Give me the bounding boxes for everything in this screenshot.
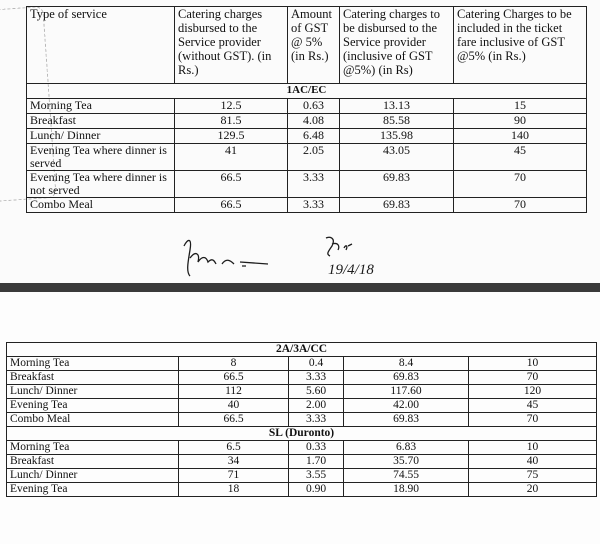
- service-name-cell: Breakfast: [27, 114, 175, 129]
- charge-cell-fare: 75: [469, 469, 597, 483]
- table-row: [27, 99, 587, 114]
- charge-cell-incl: 117.60: [344, 385, 469, 399]
- charge-cell-fare: 120: [469, 385, 597, 399]
- service-name-cell: Evening Tea where dinner is not served: [27, 171, 175, 198]
- charge-cell-base: 18: [179, 483, 289, 497]
- page-divider: [0, 283, 600, 292]
- charge-cell-gst: 2.00: [289, 399, 344, 413]
- charge-cell-incl: 35.70: [344, 455, 469, 469]
- charge-cell-base: 12.5: [175, 99, 288, 114]
- charge-cell-base: 8: [179, 357, 289, 371]
- charge-cell-gst: 0.63: [288, 99, 340, 114]
- header-ticket-fare-charges: Catering Charges to be included in the ticket fare inclusive of GST @5% (in Rs.): [454, 7, 587, 84]
- header-charges-inclusive-gst: Catering charges to be disbursed to the Service provider (inclusive of GST @5%) (in Rs): [340, 7, 454, 84]
- charge-cell-gst: 0.33: [289, 441, 344, 455]
- section-title-2a: 2A/3A/CC: [7, 343, 597, 357]
- service-name-cell: Morning Tea: [7, 357, 179, 371]
- table-row: [27, 114, 587, 129]
- table-row: [7, 455, 597, 469]
- charge-cell-fare: 20: [469, 483, 597, 497]
- charge-cell-gst: 3.33: [288, 198, 340, 213]
- table-row: [7, 469, 597, 483]
- charge-cell-base: 66.5: [175, 171, 288, 198]
- charge-cell-base: 81.5: [175, 114, 288, 129]
- service-name-cell: Combo Meal: [27, 198, 175, 213]
- charge-cell-fare: 70: [469, 371, 597, 385]
- charge-cell-base: 66.5: [175, 198, 288, 213]
- charge-cell-fare: 45: [469, 399, 597, 413]
- charge-cell-incl: 6.83: [344, 441, 469, 455]
- charge-cell-gst: 1.70: [289, 455, 344, 469]
- charge-cell-gst: 5.60: [289, 385, 344, 399]
- charge-cell-incl: 69.83: [344, 371, 469, 385]
- service-name-cell: Evening Tea: [7, 399, 179, 413]
- service-name-cell: Evening Tea where dinner is served: [27, 144, 175, 171]
- table-row: [7, 371, 597, 385]
- table-row: [7, 441, 597, 455]
- section-title-1ac: 1AC/EC: [27, 84, 587, 99]
- charge-cell-incl: 18.90: [344, 483, 469, 497]
- service-name-cell: Breakfast: [7, 371, 179, 385]
- service-name-cell: Combo Meal: [7, 413, 179, 427]
- charge-cell-incl: 42.00: [344, 399, 469, 413]
- charge-cell-incl: 69.83: [344, 413, 469, 427]
- charge-cell-gst: 3.55: [289, 469, 344, 483]
- charge-cell-incl: 85.58: [340, 114, 454, 129]
- service-name-cell: Breakfast: [7, 455, 179, 469]
- charge-cell-base: 66.5: [179, 371, 289, 385]
- charge-cell-fare: 40: [469, 455, 597, 469]
- charge-cell-fare: 10: [469, 441, 597, 455]
- charge-cell-base: 112: [179, 385, 289, 399]
- service-name-cell: Evening Tea: [7, 483, 179, 497]
- charge-cell-gst: 3.33: [289, 371, 344, 385]
- charge-cell-incl: 74.55: [344, 469, 469, 483]
- header-gst-amount: Amount of GST @ 5% (in Rs.): [288, 7, 340, 84]
- charge-cell-incl: 13.13: [340, 99, 454, 114]
- service-name-cell: Lunch/ Dinner: [7, 469, 179, 483]
- table-header-row: [27, 7, 587, 84]
- table-row: [7, 399, 597, 413]
- charge-cell-fare: 45: [454, 144, 587, 171]
- table-row: [27, 171, 587, 198]
- catering-charges-table-1ac: [26, 6, 587, 213]
- service-name-cell: Morning Tea: [7, 441, 179, 455]
- handwritten-signature-1: [178, 236, 288, 280]
- service-name-cell: Lunch/ Dinner: [7, 385, 179, 399]
- service-name-cell: Lunch/ Dinner: [27, 129, 175, 144]
- charge-cell-base: 71: [179, 469, 289, 483]
- charge-cell-fare: 70: [454, 198, 587, 213]
- charge-cell-incl: 8.4: [344, 357, 469, 371]
- table-row: [27, 129, 587, 144]
- charge-cell-base: 66.5: [179, 413, 289, 427]
- handwritten-signature-2: [318, 234, 398, 280]
- table-row: [7, 385, 597, 399]
- header-charges-without-gst: Catering charges disbursed to the Service provider (without GST). (in Rs.): [175, 7, 288, 84]
- table-row: [7, 357, 597, 371]
- charge-cell-base: 6.5: [179, 441, 289, 455]
- charge-cell-fare: 90: [454, 114, 587, 129]
- charge-cell-gst: 0.90: [289, 483, 344, 497]
- catering-charges-table-2a-sl: [6, 342, 597, 497]
- charge-cell-incl: 135.98: [340, 129, 454, 144]
- charge-cell-gst: 4.08: [288, 114, 340, 129]
- charge-cell-gst: 0.4: [289, 357, 344, 371]
- charge-cell-base: 129.5: [175, 129, 288, 144]
- charge-cell-fare: 140: [454, 129, 587, 144]
- charge-cell-fare: 15: [454, 99, 587, 114]
- table-row: [7, 413, 597, 427]
- table-row: [27, 198, 587, 213]
- charge-cell-fare: 70: [454, 171, 587, 198]
- signature-date: 19/4/18: [328, 262, 374, 278]
- charge-cell-incl: 69.83: [340, 171, 454, 198]
- table-row: [27, 144, 587, 171]
- charge-cell-incl: 69.83: [340, 198, 454, 213]
- header-type-of-service: Type of service: [27, 7, 175, 84]
- table-row: [7, 483, 597, 497]
- charge-cell-gst: 2.05: [288, 144, 340, 171]
- charge-cell-base: 40: [179, 399, 289, 413]
- charge-cell-gst: 6.48: [288, 129, 340, 144]
- charge-cell-gst: 3.33: [289, 413, 344, 427]
- charge-cell-fare: 70: [469, 413, 597, 427]
- charge-cell-base: 34: [179, 455, 289, 469]
- charge-cell-incl: 43.05: [340, 144, 454, 171]
- service-name-cell: Morning Tea: [27, 99, 175, 114]
- charge-cell-fare: 10: [469, 357, 597, 371]
- charge-cell-gst: 3.33: [288, 171, 340, 198]
- section-title-sl: SL (Duronto): [7, 427, 597, 441]
- charge-cell-base: 41: [175, 144, 288, 171]
